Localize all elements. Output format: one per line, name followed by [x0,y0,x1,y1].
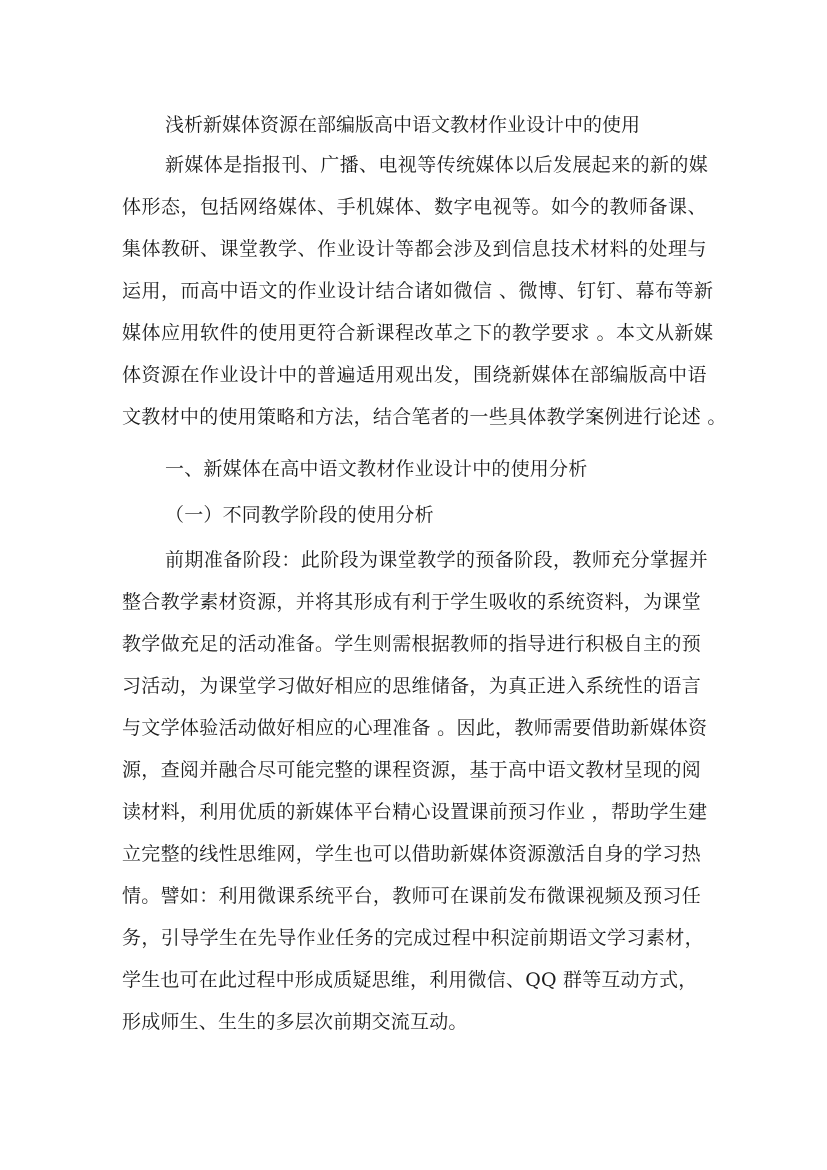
intro-line: 运用，而高中语文的作业设计结合诸如微信 、微博、钉钉、幕布等新 [122,280,714,302]
subsection-heading: （一）不同教学阶段的使用分析 [165,504,434,526]
intro-line: 体资源在作业设计中的普遍适用观出发，围绕新媒体在部编版高中语 [122,364,708,386]
document-title: 浅析新媒体资源在部编版高中语文教材作业设计中的使用 [165,114,641,136]
body-line: 前期准备阶段：此阶段为课堂教学的预备阶段，教师充分掌握并 [165,549,709,571]
body-line: 学生也可在此过程中形成质疑思维，利用微信、QQ 群等互动方式， [122,969,698,991]
body-line: 整合教学素材资源，并将其形成有利于学生吸收的系统资料，为课堂 [122,591,702,613]
intro-line: 体形态，包括网络媒体、手机媒体、数字电视等。如今的教师备课、 [122,196,708,218]
intro-line: 集体教研、课堂教学、作业设计等都会涉及到信息技术材料的处理与 [122,238,708,260]
intro-line: 媒体应用软件的使用更符合新课程改革之下的教学要求 。本文从新媒 [122,322,714,344]
body-line: 情。譬如：利用微课系统平台，教师可在课前发布微课视频及预习任 [122,885,702,907]
body-line: 形成师生、生生的多层次前期交流互动。 [122,1011,468,1033]
body-line: 读材料，利用优质的新媒体平台精心设置课前预习作业 ，帮助学生建 [122,801,708,823]
intro-line: 文教材中的使用策略和方法，结合笔者的一些具体教学案例进行论述 。 [122,406,727,428]
section-heading: 一、新媒体在高中语文教材作业设计中的使用分析 [165,458,588,480]
body-line: 习活动，为课堂学习做好相应的思维储备，为真正进入系统性的语言 [122,675,702,697]
body-line: 教学做充足的活动准备。学生则需根据教师的指导进行积极自主的预 [122,633,702,655]
body-line: 源，查阅并融合尽可能完整的课程资源，基于高中语文教材呈现的阅 [122,759,702,781]
body-line: 立完整的线性思维网，学生也可以借助新媒体资源激活自身的学习热 [122,843,702,865]
body-line: 与文学体验活动做好相应的心理准备 。因此，教师需要借助新媒体资 [122,717,708,739]
intro-line: 新媒体是指报刊、广播、电视等传统媒体以后发展起来的新的媒 [165,154,709,176]
body-line: 务，引导学生在先导作业任务的完成过程中积淀前期语文学习素材， [122,927,705,949]
